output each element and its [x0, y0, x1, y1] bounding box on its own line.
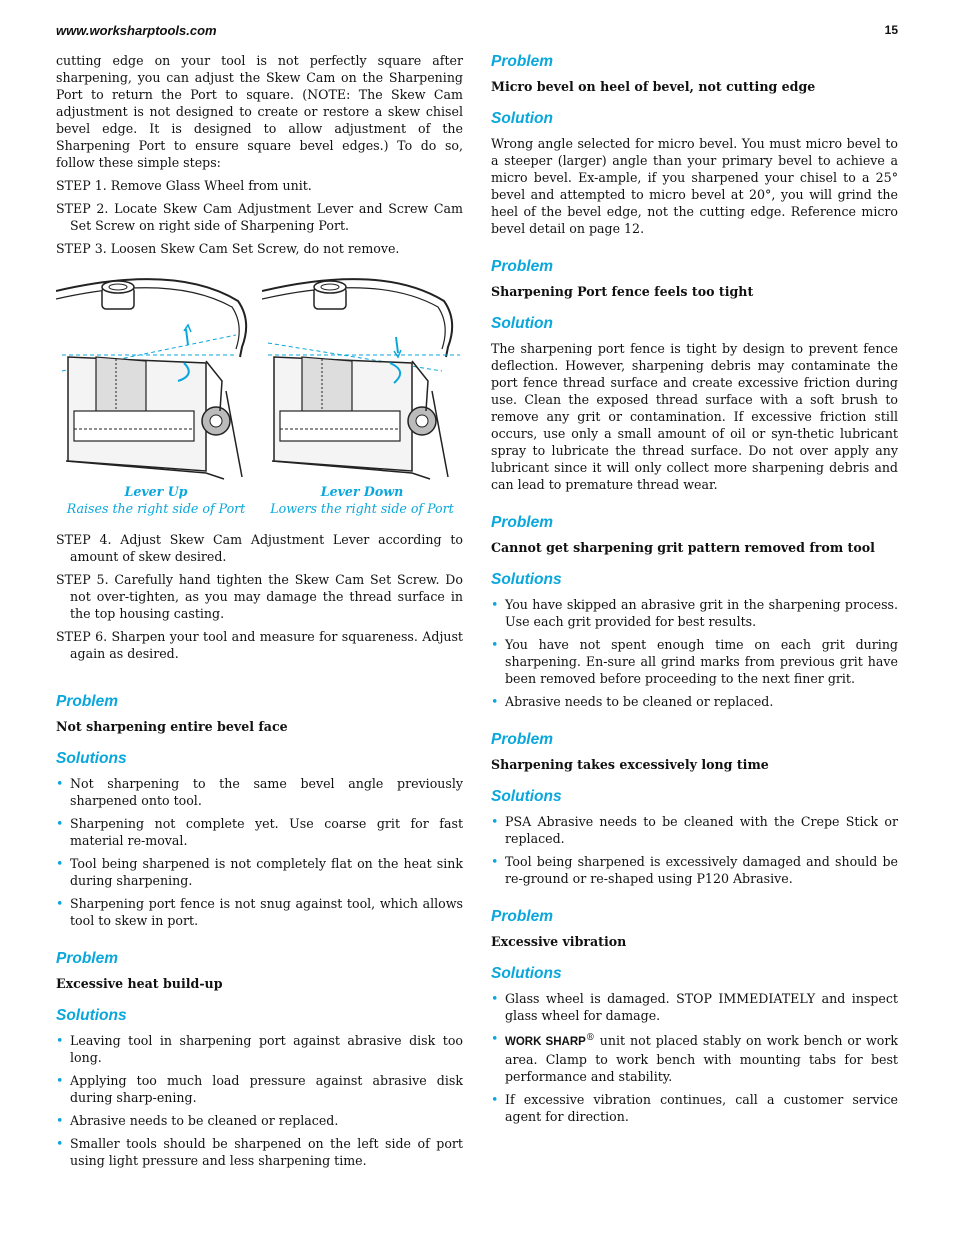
list-item: [491, 1030, 898, 1085]
right-column: [491, 52, 898, 1131]
solutions-heading: Solutions: [56, 750, 127, 767]
step-3: STEP 3. Loosen Skew Cam Set Screw, do not remove.: [56, 241, 400, 256]
list-item: • Abrasive needs to be cleaned or replaced.: [491, 693, 898, 710]
list-item: • Sharpening not complete yet. Use coarse grit for fast material re-moval.: [56, 815, 463, 849]
list-item: • PSA Abrasive needs to be cleaned with the Crepe Stick or replaced.: [491, 813, 898, 847]
problem-heading: Problem: [491, 258, 554, 275]
solution-text: Wrong angle selected for micro bevel. You must micro bevel to a steeper (larger) angle than your primary bevel to achieve a micro bevel. Ex-ample, if you sharpened your chisel to a 25° bevel and attempted to micro bevel at 20°, you will grind the heel of the bevel edge, not the cutting edge. Reference micro bevel detail on page 12.: [491, 136, 898, 236]
problem-heading: Problem: [56, 950, 119, 967]
solutions-list: [491, 990, 898, 1125]
lever-down-caption: Lowers the right side of Port: [270, 501, 454, 516]
solution-heading: Solution: [491, 110, 553, 127]
step-2: STEP 2. Locate Skew Cam Adjustment Lever and Screw Cam Set Screw on right side of Sharpening Port.: [56, 201, 463, 233]
list-item: • Tool being sharpened is not completely flat on the heat sink during sharpening.: [56, 855, 463, 889]
solutions-heading: Solutions: [56, 1007, 127, 1024]
list-item: • Not sharpening to the same bevel angle previously sharpened onto tool.: [56, 775, 463, 809]
problem-heading: Problem: [491, 908, 554, 925]
problem-heading: Problem: [491, 53, 554, 70]
step-5: STEP 5. Carefully hand tighten the Skew Cam Set Screw. Do not over-tighten, as you may damage the thread surface in the top housing casting.: [56, 572, 463, 621]
step-6: STEP 6. Sharpen your tool and measure for squareness. Adjust again as desired.: [56, 629, 463, 661]
solutions-list: [491, 596, 898, 710]
list-item: • Tool being sharpened is excessively damaged and should be re-ground or re-shaped using P120 Abrasive.: [491, 853, 898, 887]
solutions-heading: Solutions: [491, 788, 562, 805]
problem-title: Micro bevel on heel of bevel, not cutting edge: [491, 79, 816, 94]
problem-heading: Problem: [491, 514, 554, 531]
problem-title: Sharpening Port fence feels too tight: [491, 284, 754, 299]
solutions-list: [56, 775, 463, 929]
left-column: [56, 52, 463, 1175]
problem-title: Sharpening takes excessively long time: [491, 757, 769, 772]
step-1: STEP 1. Remove Glass Wheel from unit.: [56, 178, 312, 193]
problem-heading: Problem: [56, 693, 119, 710]
problem-heading: Problem: [491, 731, 554, 748]
lever-down-illustration: [262, 271, 462, 517]
solutions-heading: Solutions: [491, 965, 562, 982]
lever-up-caption: Raises the right side of Port: [66, 501, 246, 516]
lever-up-illustration: [56, 271, 256, 517]
list-item: • If excessive vibration continues, call a customer service agent for direction.: [491, 1091, 898, 1125]
list-item: • Sharpening port fence is not snug against tool, which allows tool to skew in port.: [56, 895, 463, 929]
solution-text: The sharpening port fence is tight by design to prevent fence deflection. However, sharpening debris may contaminate the port fence thread surface and create excessive friction during use. Clean the exposed thread surface with a soft brush to remove any grit or contamination. If excessive friction still occurs, use only a small amount of oil or syn-thetic lubricant spray to lubricate the thread surface. Do not over apply any lubricant since it will only collect more sharpening debris and can lead to premature thread wear.: [491, 341, 898, 492]
list-item: • Smaller tools should be sharpened on the left side of port using light pressure and less sharpening time.: [56, 1135, 463, 1169]
machine-lever-down-drawing: [262, 271, 462, 481]
list-item: • Glass wheel is damaged. STOP IMMEDIATELY and inspect glass wheel for damage.: [491, 990, 898, 1024]
problem-title: Excessive heat build-up: [56, 976, 223, 991]
header-url: www.worksharptools.com: [56, 23, 217, 38]
lever-up-title: Lever Up: [124, 484, 188, 499]
intro-paragraph: cutting edge on your tool is not perfectly square after sharpening, you can adjust the Skew Cam on the Sharpening Port to return the Port to square. (NOTE: The Skew Cam adjustment is not designed to create or restore a skew chisel bevel edge. It is designed to allow adjustment of the Sharpening Port to ensure square bevel edges.) To do so, follow these simple steps:: [56, 53, 463, 170]
lever-down-title: Lever Down: [320, 484, 404, 499]
list-item: • You have not spent enough time on each grit during sharpening. En-sure all grind marks from previous grit have been removed before proceeding to the next finer grit.: [491, 636, 898, 687]
list-item: • Applying too much load pressure against abrasive disk during sharp-ening.: [56, 1072, 463, 1106]
list-item: • Leaving tool in sharpening port against abrasive disk too long.: [56, 1032, 463, 1066]
page-number: 15: [884, 23, 898, 37]
solutions-heading: Solutions: [491, 571, 562, 588]
brand-name: WORK SHARP: [505, 1036, 586, 1049]
skew-cam-figure: [56, 271, 463, 519]
solutions-list: [491, 813, 898, 887]
list-item-text: unit not placed stably on work bench or work area. Clamp to work bench with mounting tabs for best performance and stability.: [505, 1033, 898, 1085]
problem-title: Excessive vibration: [491, 934, 627, 949]
registered-mark: ®: [585, 1033, 595, 1043]
solution-heading: Solution: [491, 315, 553, 332]
problem-title: Cannot get sharpening grit pattern removed from tool: [491, 540, 875, 555]
step-4: STEP 4. Adjust Skew Cam Adjustment Lever according to amount of skew desired.: [56, 532, 463, 564]
machine-lever-up-drawing: [56, 271, 256, 481]
list-item: • Abrasive needs to be cleaned or replaced.: [56, 1112, 463, 1129]
solutions-list: [56, 1032, 463, 1169]
problem-title: Not sharpening entire bevel face: [56, 719, 288, 734]
list-item: • You have skipped an abrasive grit in the sharpening process. Use each grit provided for best results.: [491, 596, 898, 630]
